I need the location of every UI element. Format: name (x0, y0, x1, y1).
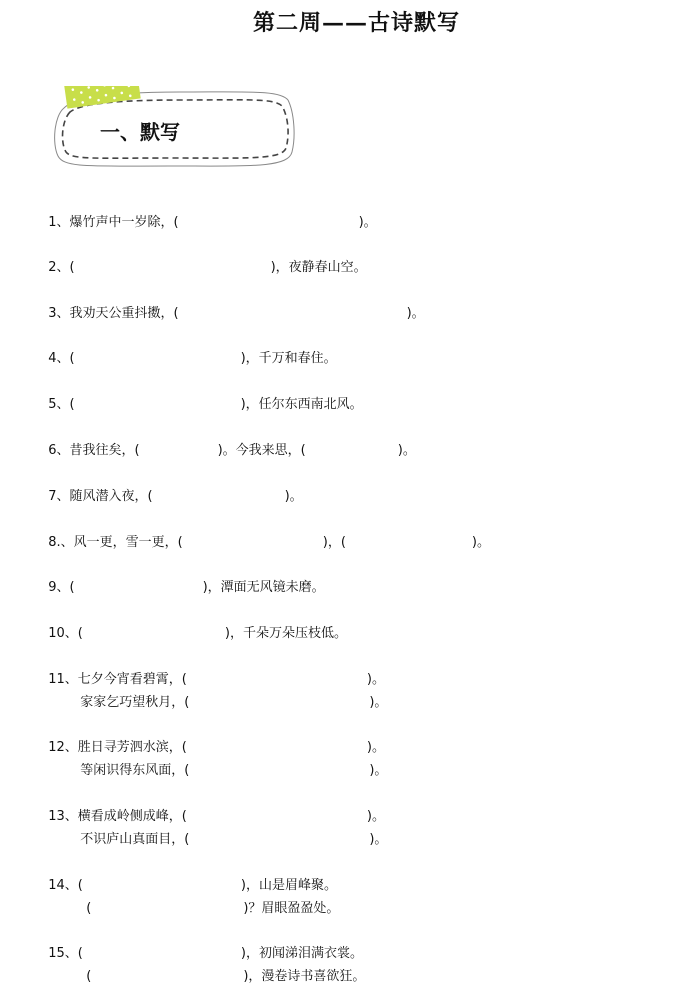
question-text: 13、横看成岭侧成峰，( (48, 809, 187, 824)
question-12b (72, 747, 387, 779)
question-end: )。 (366, 809, 385, 824)
question-end: )。 (406, 306, 425, 321)
question-text: 1、爆竹声中一岁除，( (48, 215, 179, 230)
question-end: )。 (397, 443, 416, 458)
question-end: )，潭面无风镜未磨。 (202, 580, 325, 595)
question-text: 2、( (48, 260, 75, 275)
question-text: 15、( (48, 946, 83, 961)
question-6 (40, 427, 416, 459)
question-end: )，千万和春住。 (240, 351, 337, 366)
question-text: 8.、风一更，雪一更，( (48, 535, 183, 550)
question-end: )。 (369, 695, 388, 710)
question-text: 14、( (48, 878, 83, 893)
question-end: )。 (366, 740, 385, 755)
question-text: 等闲识得东风面，( (80, 763, 190, 778)
question-10 (40, 610, 347, 642)
question-end: )？眉眼盈盈处。 (243, 901, 340, 916)
question-end: )。 (284, 489, 303, 504)
question-text: 9、( (48, 580, 75, 595)
question-1 (40, 199, 377, 231)
question-end: )，任尔东西南北风。 (240, 397, 363, 412)
question-text: 10、( (48, 626, 83, 641)
question-8 (40, 519, 490, 551)
question-end: )，千朵万朵压枝低。 (224, 626, 347, 641)
question-14b (78, 885, 339, 917)
question-13b (72, 816, 387, 848)
question-text: 7、随风潜入夜，( (48, 489, 153, 504)
question-mid: )，( (322, 535, 346, 550)
question-end: )，初闻涕泪满衣裳。 (240, 946, 363, 961)
question-text: 11、七夕今宵看碧霄，( (48, 672, 187, 687)
question-4 (40, 335, 337, 367)
question-11b (72, 679, 387, 711)
tape-decoration-icon (64, 86, 141, 109)
question-text: 3、我劝天公重抖擞，( (48, 306, 179, 321)
question-end: )。 (369, 832, 388, 847)
question-text: 4、( (48, 351, 75, 366)
question-5 (40, 381, 363, 413)
question-end: )，夜静春山空。 (270, 260, 367, 275)
question-end: )，山是眉峰聚。 (240, 878, 337, 893)
question-text: 6、昔我往矣，( (48, 443, 140, 458)
section-heading: 一、默写 (100, 120, 180, 144)
question-text: ( (86, 969, 92, 984)
question-end: )。 (369, 763, 388, 778)
question-mid: )。今我来思，( (217, 443, 306, 458)
question-end: )。 (358, 215, 377, 230)
question-15b (78, 953, 365, 985)
question-end: )。 (471, 535, 490, 550)
question-7 (40, 473, 303, 505)
page-title: 第二周——古诗默写 (252, 10, 460, 36)
question-text: 家家乞巧望秋月，( (80, 695, 190, 710)
question-text: 不识庐山真面目，( (80, 832, 190, 847)
question-end: )，漫卷诗书喜欲狂。 (243, 969, 366, 984)
question-text: 12、胜日寻芳泗水滨，( (48, 740, 187, 755)
question-9 (40, 564, 325, 596)
question-text: 5、( (48, 397, 75, 412)
question-text: ( (86, 901, 92, 916)
question-2 (40, 244, 367, 276)
question-3 (40, 290, 425, 322)
question-end: )。 (366, 672, 385, 687)
